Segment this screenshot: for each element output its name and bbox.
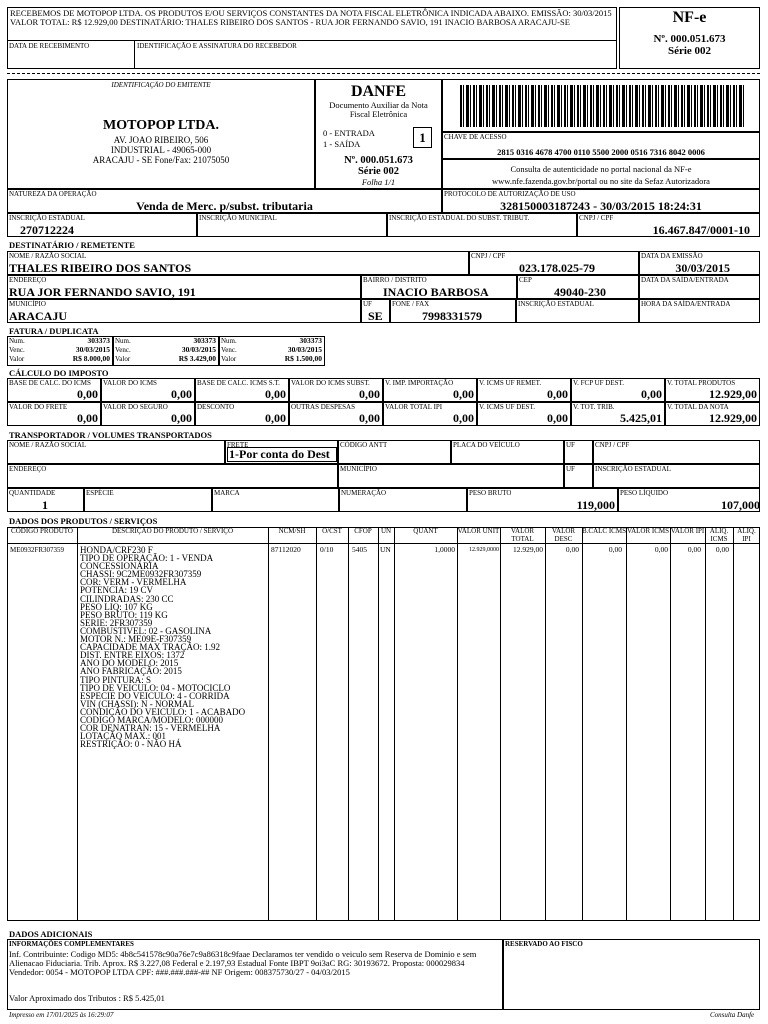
dest-bairro-label: BAIRRO / DISTRITO [363, 276, 427, 284]
imposto-value: 0,00 [265, 411, 286, 425]
produtos-header: ALIQ. IPI [737, 527, 756, 543]
access-key: 2815 0316 4678 4700 0110 5500 2000 0516 7316 8042 0006 [497, 147, 705, 157]
prod-vtotal: 12.929,00 [513, 545, 543, 554]
consult-line2: www.nfe.fazenda.gov.br/portal ou no site da Sefaz Autorizadora [492, 176, 710, 186]
danfe-folha: Folha 1/1 [361, 177, 396, 187]
imposto-label: BASE DE CALC. ICMS S.T. [197, 379, 280, 387]
emitter-addr1: AV. JOAO RIBEIRO, 506 [113, 135, 209, 145]
nature-value: Venda de Merc. p/subst. tributaria [136, 199, 313, 213]
prod-description-line: CONCESSIONÁRIA [80, 561, 159, 572]
transp-numer-label: NUMERAÇÃO [341, 489, 387, 497]
imposto-value: 0,00 [453, 411, 474, 425]
produtos-header-line [7, 543, 760, 544]
prod-ncm: 87112020 [271, 545, 301, 554]
prod-description-line: CHASSI: 9C2ME0932FR307359 [80, 569, 202, 580]
prod-cfop: 5405 [352, 545, 367, 554]
emitter-name: MOTOPOP LTDA. [103, 118, 219, 133]
transp-end-label: ENDEREÇO [9, 465, 47, 473]
imposto-label: V. ICMS UF DEST. [479, 403, 535, 411]
produtos-header: UN [380, 527, 392, 535]
imposto-label: VALOR DO FRETE [9, 403, 68, 411]
produtos-col-line [500, 527, 501, 921]
iest-label: INSCRIÇÃO ESTADUAL DO SUBST. TRIBUT. [389, 214, 530, 222]
produtos-header: NCM/SH [278, 527, 306, 535]
transp-pb: 119,000 [576, 498, 615, 512]
produtos-col-line [670, 527, 671, 921]
imposto-label: V. FCP UF DEST. [573, 379, 625, 387]
prod-quant: 1,0000 [434, 545, 455, 554]
emitter-label: IDENTIFICAÇÃO DO EMITENTE [111, 81, 211, 89]
prod-description-line: DIST. ENTRE EIXOS: 1372 [80, 650, 185, 661]
transp-pl: 107,000 [721, 498, 760, 512]
produtos-col-line [77, 527, 78, 921]
dest-fone-label: FONE / FAX [392, 300, 430, 308]
prod-description-line: TIPO DE OPERAÇÃO: 1 - VENDA [80, 553, 214, 564]
imposto-value: 0,00 [641, 387, 662, 401]
imposto-label: V. TOTAL PRODUTOS [667, 379, 736, 387]
fatura-item-label: Valor [115, 355, 131, 363]
imposto-value: 0,00 [547, 411, 568, 425]
prod-bcalc: 0,00 [608, 545, 622, 554]
imposto-label: OUTRAS DESPESAS [291, 403, 355, 411]
fatura-section: FATURA / DUPLICATA [9, 326, 99, 336]
imposto-value: 12.929,00 [709, 387, 757, 401]
dest-bairro: INACIO BARBOSA [383, 285, 489, 299]
imposto-section: CÁLCULO DO IMPOSTO [9, 368, 109, 378]
prod-description-line: COR: VERM - VERMELHA [80, 577, 187, 588]
prod-description-line: COMBUSTIVEL: 02 - GASOLINA [80, 625, 212, 636]
dest-date: 30/03/2015 [675, 261, 730, 275]
transp-mun-label: MUNICÍPIO [340, 465, 377, 473]
transp-pl-label: PESO LÍQUIDO [620, 489, 669, 497]
danfe-subtitle: Documento Auxiliar da Nota Fiscal Eletrônica [329, 100, 428, 119]
imposto-value: 0,00 [547, 387, 568, 401]
prod-description-line: CODIGO MARCA/MODELO: 000000 [80, 714, 224, 725]
transp-end-box [7, 464, 338, 488]
produtos-header: CFOP [354, 527, 372, 535]
imposto-value: 0,00 [359, 411, 380, 425]
fisco-label: RESERVADO AO FISCO [505, 940, 583, 948]
ie-value: 270712224 [20, 223, 74, 237]
nfe-title: NF-e [672, 9, 707, 26]
produtos-col-line [582, 527, 583, 921]
produtos-header: CÓDIGO PRODUTO [11, 527, 73, 535]
dest-cnpj: 023.178.025-79 [519, 261, 595, 275]
imposto-value: 0,00 [359, 387, 380, 401]
imposto-label: VALOR DO SEGURO [103, 403, 168, 411]
access-label: CHAVE DE ACESSO [444, 133, 507, 141]
info-text: Inf. Contribuinte: Codigo MD5: 4b8c541578c90a76e7c9a86318c9faae Declaramos ter vendido o veiculo sem Reserva de Dominio e sem Alienacao Fiduciaria. Trib. Aprox. R$ 3.227,08 Federal e 2.197,93 Estadual Fonte IBPT 9oi3aC RG: 30193672. Proposta: 000029834 Vendedor: 0054 - MOTOPOP LTDA CPF: ###.###.###-## NF Origem: 008375730/27 - 04/03/2015 [9, 949, 477, 977]
dest-addr: RUA JOR FERNANDO SAVIO, 191 [9, 285, 196, 299]
produtos-col-line [348, 527, 349, 921]
transp-frete-value: 1-Por conta do Dest [227, 447, 337, 462]
fatura-item-label: Num. [115, 337, 131, 345]
prod-aliq: 0,00 [715, 545, 729, 554]
emitter-box [7, 79, 315, 189]
footer-printed: Impresso em 17/01/2025 às 16:29:07 [9, 1011, 114, 1019]
produtos-header: VALOR IPI [670, 527, 705, 535]
transp-frete-label: FRETE [227, 441, 249, 449]
danfe-title: DANFE [350, 83, 407, 100]
fisco-box [503, 939, 760, 1010]
produtos-col-line [545, 527, 546, 921]
receipt-date-label: DATA DE RECEBIMENTO [9, 42, 90, 50]
danfe-serie: Série 002 [357, 166, 400, 177]
prod-vicms: 0,00 [654, 545, 668, 554]
fatura-item-label: Venc. [9, 346, 25, 354]
prod-description-line: ESPECIE DO VEICULO: 4 - CORRIDA [80, 690, 230, 701]
ie-label: INSCRIÇÃO ESTADUAL [9, 214, 85, 222]
dest-mun-label: MUNICÍPIO [9, 300, 46, 308]
prod-description-line: MOTOR N.: ME09E-F307359 [80, 634, 192, 645]
imposto-value: 0,00 [171, 411, 192, 425]
produtos-col-line [394, 527, 395, 921]
dest-name-label: NOME / RAZÃO SOCIAL [9, 252, 87, 260]
prod-codigo: ME0932FR307359 [10, 546, 65, 554]
produtos-header: VALOR DESC [551, 527, 576, 543]
prod-vipi: 0,00 [687, 545, 701, 554]
footer-consulta: Consulta Danfe [710, 1011, 755, 1019]
imposto-value: 0,00 [77, 387, 98, 401]
prod-description-line: CONDIÇÃO DO VEICULO: 1 - ACABADO [80, 706, 246, 717]
dest-hora-label: HORA DA SAÍDA/ENTRADA [641, 300, 731, 308]
prod-un: UN [380, 545, 391, 554]
prod-description-line: VIN (CHASSI): N - NORMAL [80, 698, 194, 709]
emitter-addr3: ARACAJU - SE Fone/Fax: 21075050 [92, 155, 230, 165]
protocol-label: PROTOCOLO DE AUTORIZAÇÃO DE USO [444, 190, 576, 198]
dest-uf-label: UF [363, 300, 372, 308]
emitter-cnpj-label: CNPJ / CPF [579, 214, 614, 222]
fatura-item-value: 30/03/2015 [75, 345, 110, 354]
dest-date-label: DATA DA EMISSÃO [641, 252, 703, 260]
produtos-header: VALOR TOTAL [510, 527, 535, 543]
transp-placa-label: PLACA DO VEÍCULO [453, 441, 520, 449]
dest-ie-label: INSCRIÇÃO ESTADUAL [518, 300, 594, 308]
transp-section: TRANSPORTADOR / VOLUMES TRANSPORTADOS [9, 430, 212, 440]
imposto-value: 5.425,01 [620, 411, 662, 425]
prod-description-line: PESO LIQ: 107 KG [80, 601, 153, 612]
transp-pb-label: PESO BRUTO [469, 489, 512, 497]
im-label: INSCRIÇÃO MUNICIPAL [199, 214, 277, 222]
produtos-header: O/CST [322, 527, 342, 535]
dest-saida-label: DATA DA SAÍDA/ENTRADA [641, 276, 729, 284]
fatura-item-label: Num. [9, 337, 25, 345]
danfe-type: 1 [413, 127, 432, 148]
prod-vunit: 12.929,0000 [469, 547, 499, 553]
danfe-number: Nº. 000.051.673 [344, 155, 413, 166]
fatura-item-value: 30/03/2015 [181, 345, 216, 354]
dest-section: DESTINATÁRIO / REMETENTE [9, 240, 135, 250]
imposto-value: 0,00 [453, 387, 474, 401]
prod-description-line: ANO DO MODELO: 2015 [80, 658, 179, 669]
produtos-col-line [268, 527, 269, 921]
imposto-label: VALOR TOTAL IPI [385, 403, 443, 411]
nfe-number: Nº. 000.051.673 [653, 33, 726, 45]
dest-cep-label: CEP [519, 276, 532, 284]
danfe-saida: 1 - SAÍDA [323, 139, 361, 149]
transp-marca-label: MARCA [214, 489, 240, 497]
transp-esp-label: ESPÉCIE [86, 489, 114, 497]
prod-description-line: ANO FABRICAÇÃO: 2015 [80, 666, 182, 677]
produtos-col-line [316, 527, 317, 921]
produtos-header: ALIQ. ICMS [709, 527, 729, 543]
prod-description-line: CILINDRADAS: 230 CC [80, 593, 174, 604]
dest-addr-label: ENDEREÇO [9, 276, 47, 284]
receipt-divider [7, 40, 617, 41]
fatura-item-label: Valor [221, 355, 237, 363]
prod-cst: 0/10 [320, 545, 334, 554]
transp-name-label: NOME / RAZÃO SOCIAL [9, 441, 87, 449]
imposto-label: VALOR DO ICMS [103, 379, 157, 387]
dest-fone: 7998331579 [422, 309, 482, 323]
emitter-addr2: INDUSTRIAL - 49065-000 [110, 145, 212, 155]
cut-line [7, 73, 760, 74]
fatura-item-label: Venc. [221, 346, 237, 354]
produtos-header: VALOR UNIT [457, 527, 500, 535]
prod-description-line: TIPO DE VEICULO: 04 - MOTOCICLO [80, 682, 231, 693]
transp-ie-label: INSCRIÇÃO ESTADUAL [595, 465, 671, 473]
dest-uf: SE [368, 309, 383, 323]
transp-cnpj-label: CNPJ / CPF [595, 441, 630, 449]
fatura-item-value: 303373 [299, 336, 322, 345]
fatura-item-value: R$ 3.429,00 [178, 354, 216, 363]
dest-cnpj-label: CNPJ / CPF [471, 252, 506, 260]
info-text-2: Valor Aproximado dos Tributos : R$ 5.425,01 [9, 993, 165, 1003]
receipt-sign-label: IDENTIFICAÇÃO E ASSINATURA DO RECEBEDOR [137, 42, 297, 50]
emitter-cnpj-value: 16.467.847/0001-10 [652, 223, 750, 237]
fatura-item-value: 303373 [193, 336, 216, 345]
prod-description-line: PESO BRUTO: 119 KG [80, 609, 168, 620]
imposto-label: VALOR DO ICMS SUBST. [291, 379, 370, 387]
imposto-label: V. TOT. TRIB. [573, 403, 615, 411]
dest-mun: ARACAJU [9, 309, 67, 323]
prod-description-line: RESTRIÇÃO: 0 - NÃO HÁ [80, 739, 182, 750]
produtos-col-line [378, 527, 379, 921]
prod-description-line: HONDA/CRF230 F [80, 545, 153, 555]
nfe-serie: Série 002 [667, 45, 712, 57]
fatura-item-label: Venc. [115, 346, 131, 354]
produtos-header: VALOR ICMS [626, 527, 670, 535]
imposto-label: BASE DE CALC. DO ICMS [9, 379, 91, 387]
transp-uf-label: UF [566, 441, 575, 449]
prod-description-line: COR DENATRAN: 15 - VERMELHA [80, 723, 221, 734]
fatura-item-value: R$ 1.500,00 [284, 354, 322, 363]
prod-vdesc: 0,00 [565, 545, 579, 554]
fatura-item-label: Valor [9, 355, 25, 363]
prod-description-line: LOTAÇÃO MAX.: 001 [80, 731, 167, 742]
produtos-col-line [733, 527, 734, 921]
imposto-label: DESCONTO [197, 403, 235, 411]
fatura-item-label: Num. [221, 337, 237, 345]
produtos-header: DESCRIÇÃO DO PRODUTO / SERVIÇO [111, 527, 234, 535]
consult-line1: Consulta de autenticidade no portal nacional da NF-e [510, 164, 692, 174]
imposto-label: V. ICMS UF REMET. [479, 379, 542, 387]
fatura-item-value: 303373 [87, 336, 110, 345]
transp-qtd: 1 [42, 498, 48, 512]
produtos-section: DADOS DOS PRODUTOS / SERVIÇOS [9, 516, 158, 526]
prod-description-line: CAPACIDADE MAX TRAÇÃO: 1.92 [80, 642, 221, 653]
barcode [460, 85, 744, 127]
imposto-value: 0,00 [171, 387, 192, 401]
imposto-value: 12.929,00 [709, 411, 757, 425]
produtos-col-line [705, 527, 706, 921]
produtos-header: B.CALC ICMS [582, 527, 626, 535]
transp-antt-label: CÓDIGO ANTT [340, 441, 388, 449]
imposto-value: 0,00 [265, 387, 286, 401]
transp-uf2-label: UF [566, 465, 575, 473]
imposto-label: V. IMP. IMPORTAÇÃO [385, 379, 454, 387]
prod-description [80, 546, 266, 748]
protocol-value: 328150003187243 - 30/03/2015 18:24:31 [500, 199, 702, 213]
adicionais-section: DADOS ADICIONAIS [9, 929, 93, 939]
produtos-header: QUANT [413, 527, 438, 535]
prod-description-line: POTENCIA: 19 CV [80, 585, 154, 596]
receipt-text: RECEBEMOS DE MOTOPOP LTDA. OS PRODUTOS E/OU SERVIÇOS CONSTANTES DA NOTA FISCAL ELETRÔNICA INDICADA ABAIXO. EMISSÃO: 30/03/2015 VALOR TOTAL: R$ 12.929,00 DESTINATÁRIO: THALES RIBEIRO DOS SANTOS - RUA JOR FERNANDO SAVIO, 191 INACIO BARBOSA ARACAJU-SE [10, 8, 612, 27]
produtos-col-line [457, 527, 458, 921]
dest-name: THALES RIBEIRO DOS SANTOS [9, 261, 192, 275]
dest-cep: 49040-230 [554, 285, 606, 299]
info-label: INFORMAÇÕES COMPLEMENTARES [9, 940, 134, 948]
fatura-item-value: R$ 8.000,00 [72, 354, 110, 363]
nature-label: NATUREZA DA OPERAÇÃO [9, 190, 97, 198]
fatura-item-value: 30/03/2015 [287, 345, 322, 354]
prod-description-line: TIPO PINTURA: S [80, 674, 152, 685]
imposto-label: V. TOTAL DA NOTA [667, 403, 729, 411]
receipt-divider-v [134, 40, 135, 69]
produtos-col-line [626, 527, 627, 921]
imposto-value: 0,00 [77, 411, 98, 425]
transp-qtd-label: QUANTIDADE [9, 489, 56, 497]
danfe-entrada: 0 - ENTRADA [323, 128, 375, 138]
prod-description-line: SERIE: 2FR307359 [80, 617, 153, 628]
